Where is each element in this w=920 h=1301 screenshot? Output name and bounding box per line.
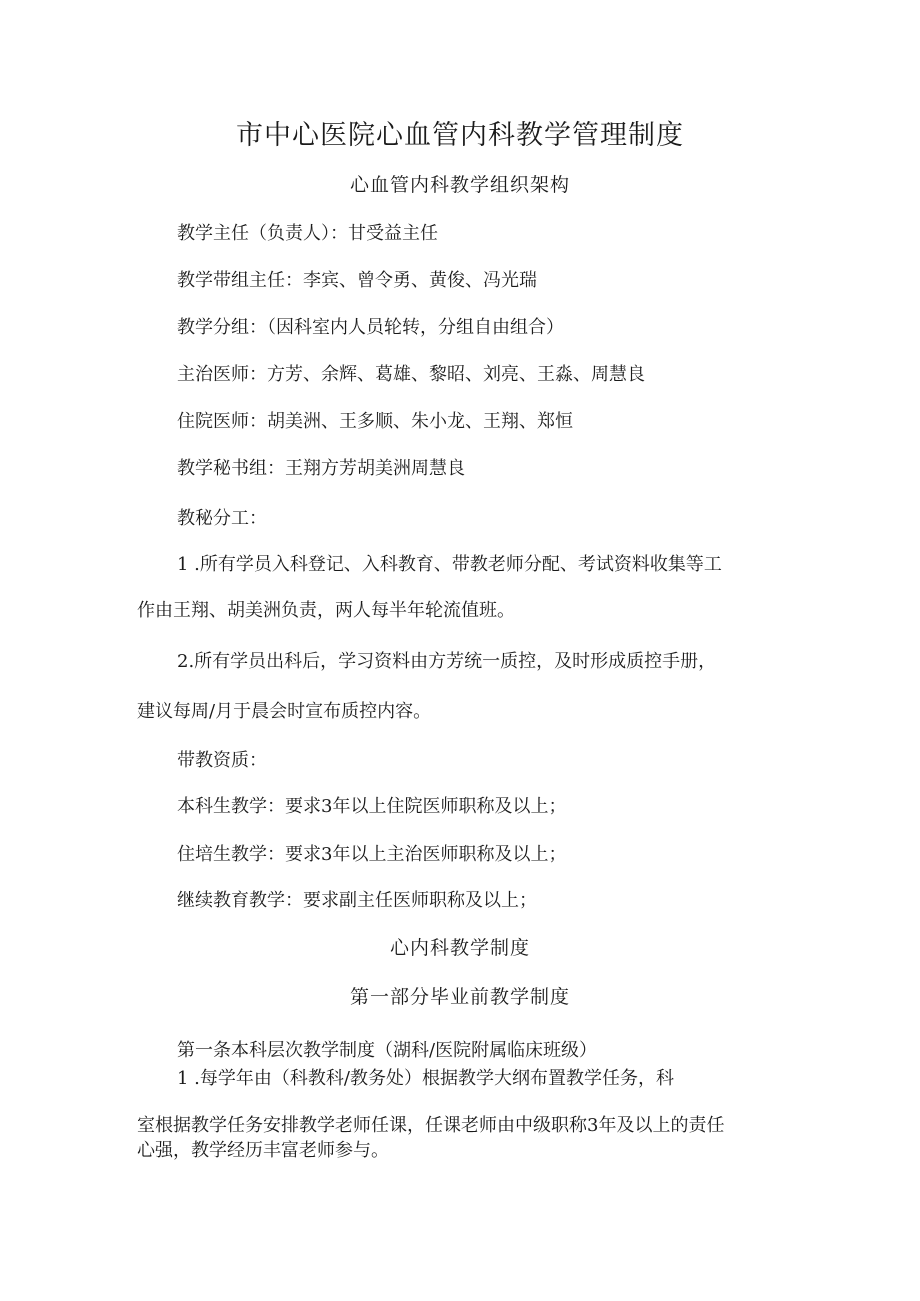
qualification-heading: 带教资质： bbox=[177, 750, 267, 771]
article-1-item-1-line-3: 心强，教学经历丰富老师参与。 bbox=[137, 1140, 389, 1161]
org-heading: 心血管内科教学组织架构 bbox=[349, 174, 570, 196]
resident-physicians: 住院医师：胡美洲、王多顺、朱小龙、王翔、郑恒 bbox=[177, 411, 573, 432]
duty-item-1-line-1: 1 .所有学员入科登记、入科教育、带教老师分配、考试资料收集等工 bbox=[177, 554, 722, 575]
qualification-undergrad: 本科生教学：要求3年以上住院医师职称及以上； bbox=[177, 796, 567, 817]
teaching-director: 教学主任（负责人）：甘受益主任 bbox=[177, 223, 438, 244]
part-heading: 第一部分毕业前教学制度 bbox=[349, 986, 570, 1008]
qualification-continuing: 继续教育教学：要求副主任医师职称及以上； bbox=[177, 890, 537, 911]
qualification-residency: 住培生教学：要求3年以上主治医师职称及以上； bbox=[177, 844, 567, 865]
article-1-item-1-line-2: 室根据教学任务安排教学老师任课，任课老师由中级职称3年及以上的责任 bbox=[137, 1115, 725, 1136]
attending-physicians: 主治医师：方芳、余辉、葛雄、黎昭、刘亮、王淼、周慧良 bbox=[177, 364, 645, 385]
teaching-secretaries: 教学秘书组：王翔方芳胡美洲周慧良 bbox=[177, 458, 465, 479]
group-leaders: 教学带组主任：李宾、曾令勇、黄俊、冯光瑞 bbox=[177, 270, 537, 291]
article-1-heading: 第一条本科层次教学制度（湖科/医院附属临床班级） bbox=[177, 1040, 598, 1061]
duty-item-1-line-2: 作由王翔、胡美洲负责，两人每半年轮流值班。 bbox=[137, 600, 515, 621]
duties-heading: 教秘分工： bbox=[177, 508, 267, 529]
article-1-item-1-line-1: 1 .每学年由（科教科/教务处）根据教学大纲布置教学任务，科 bbox=[177, 1068, 674, 1089]
teaching-grouping: 教学分组：（因科室内人员轮转，分组自由组合） bbox=[177, 317, 564, 338]
duty-item-2-line-1: 2.所有学员出科后，学习资料由方芳统一质控，及时形成质控手册， bbox=[177, 651, 717, 672]
system-heading: 心内科教学制度 bbox=[389, 937, 530, 959]
document-title: 市中心医院心血管内科教学管理制度 bbox=[236, 120, 684, 151]
duty-item-2-line-2: 建议每周/月于晨会时宣布质控内容。 bbox=[137, 701, 432, 722]
